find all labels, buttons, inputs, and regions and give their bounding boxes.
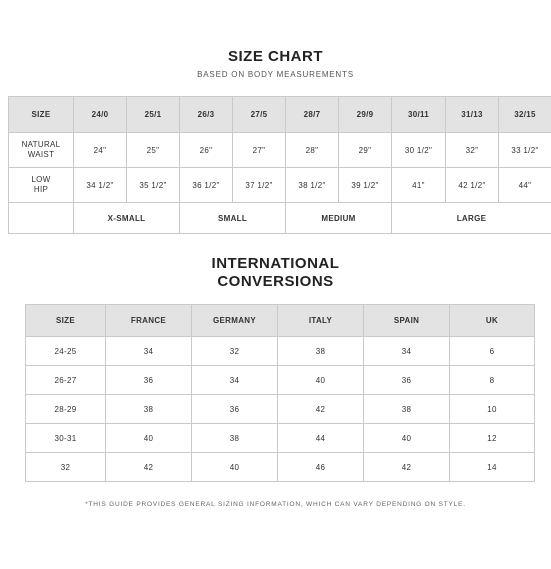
measurement-cell: 39 1/2" <box>339 168 392 203</box>
measurement-cell: 36 1/2" <box>180 168 233 203</box>
conversions-header-cell: SPAIN <box>364 305 450 337</box>
measurement-cell: 35 1/2" <box>127 168 180 203</box>
table-row <box>26 424 535 453</box>
table-cell: 34 <box>364 337 450 366</box>
table-cell: 10 <box>450 395 535 424</box>
table-cell: 32 <box>26 453 106 482</box>
measurement-cell: 28" <box>286 133 339 168</box>
row-label-line: HIP <box>33 185 49 194</box>
size-column-header: 29/9 <box>339 97 392 133</box>
table-cell: 36 <box>192 395 278 424</box>
conversions-title-line: INTERNATIONAL <box>211 255 340 272</box>
table-cell: 8 <box>450 366 535 395</box>
table-cell: 38 <box>278 337 364 366</box>
row-label-line: LOW <box>31 175 51 184</box>
size-group-medium: MEDIUM <box>286 203 392 234</box>
size-column-header: 27/5 <box>233 97 286 133</box>
table-row <box>26 395 535 424</box>
size-group-small: SMALL <box>180 203 286 234</box>
table-cell: 26-27 <box>26 366 106 395</box>
table-cell: 40 <box>106 424 192 453</box>
natural-waist-label <box>9 133 74 168</box>
table-cell: 12 <box>450 424 535 453</box>
size-column-header: 25/1 <box>127 97 180 133</box>
measurement-cell: 42 1/2" <box>446 168 499 203</box>
table-cell: 24-25 <box>26 337 106 366</box>
measurement-cell: 33 1/2" <box>499 133 551 168</box>
table-cell: 36 <box>364 366 450 395</box>
table-cell: 30-31 <box>26 424 106 453</box>
measurement-cell: 38 1/2" <box>286 168 339 203</box>
table-cell: 14 <box>450 453 535 482</box>
table-cell: 40 <box>364 424 450 453</box>
size-group-large: LARGE <box>392 203 551 234</box>
table-cell: 42 <box>364 453 450 482</box>
row-label-line: WAIST <box>27 150 55 159</box>
table-cell: 38 <box>106 395 192 424</box>
conversions-table <box>25 304 535 482</box>
table-cell: 40 <box>192 453 278 482</box>
table-row <box>26 337 535 366</box>
measurement-cell: 44" <box>499 168 551 203</box>
measurement-cell: 41" <box>392 168 446 203</box>
conversions-header-cell: ITALY <box>278 305 364 337</box>
size-column-header: 30/11 <box>392 97 446 133</box>
table-cell: 40 <box>278 366 364 395</box>
size-chart-table <box>8 96 551 234</box>
measurement-cell: 27" <box>233 133 286 168</box>
measurement-cell: 29" <box>339 133 392 168</box>
empty-cell <box>9 203 74 234</box>
size-chart-subtitle: BASED ON BODY MEASUREMENTS <box>197 70 354 79</box>
table-cell: 34 <box>106 337 192 366</box>
conversions-title <box>0 255 551 291</box>
table-cell: 38 <box>364 395 450 424</box>
size-chart-header-row <box>9 97 551 133</box>
table-row <box>26 453 535 482</box>
size-chart-title: SIZE CHART <box>228 48 323 65</box>
conversions-header-cell: FRANCE <box>106 305 192 337</box>
measurement-cell: 30 1/2" <box>392 133 446 168</box>
table-cell: 34 <box>192 366 278 395</box>
natural-waist-row <box>9 133 551 168</box>
table-row <box>26 366 535 395</box>
measurement-cell: 26" <box>180 133 233 168</box>
measurement-cell: 24" <box>74 133 127 168</box>
table-cell: 42 <box>106 453 192 482</box>
conversions-header-row <box>26 305 535 337</box>
size-column-header: 28/7 <box>286 97 339 133</box>
size-column-header: 24/0 <box>74 97 127 133</box>
table-cell: 42 <box>278 395 364 424</box>
table-cell: 28-29 <box>26 395 106 424</box>
measurement-cell: 37 1/2" <box>233 168 286 203</box>
table-cell: 44 <box>278 424 364 453</box>
size-group-row <box>9 203 551 234</box>
size-header-cell: SIZE <box>9 97 74 133</box>
table-cell: 38 <box>192 424 278 453</box>
row-label-line: NATURAL <box>21 140 61 149</box>
footnote: *THIS GUIDE PROVIDES GENERAL SIZING INFORMATION, WHICH CAN VARY DEPENDING ON STYLE. <box>85 501 466 508</box>
low-hip-row <box>9 168 551 203</box>
conversions-title-line: CONVERSIONS <box>217 273 334 290</box>
size-column-header: 31/13 <box>446 97 499 133</box>
conversions-header-cell: SIZE <box>26 305 106 337</box>
table-cell: 6 <box>450 337 535 366</box>
conversions-header-cell: GERMANY <box>192 305 278 337</box>
measurement-cell: 34 1/2" <box>74 168 127 203</box>
size-column-header: 32/15 <box>499 97 551 133</box>
size-column-header: 26/3 <box>180 97 233 133</box>
size-group-xsmall: X-SMALL <box>74 203 180 234</box>
measurement-cell: 32" <box>446 133 499 168</box>
table-cell: 32 <box>192 337 278 366</box>
table-cell: 36 <box>106 366 192 395</box>
measurement-cell: 25" <box>127 133 180 168</box>
conversions-header-cell: UK <box>450 305 535 337</box>
low-hip-label <box>9 168 74 203</box>
table-cell: 46 <box>278 453 364 482</box>
